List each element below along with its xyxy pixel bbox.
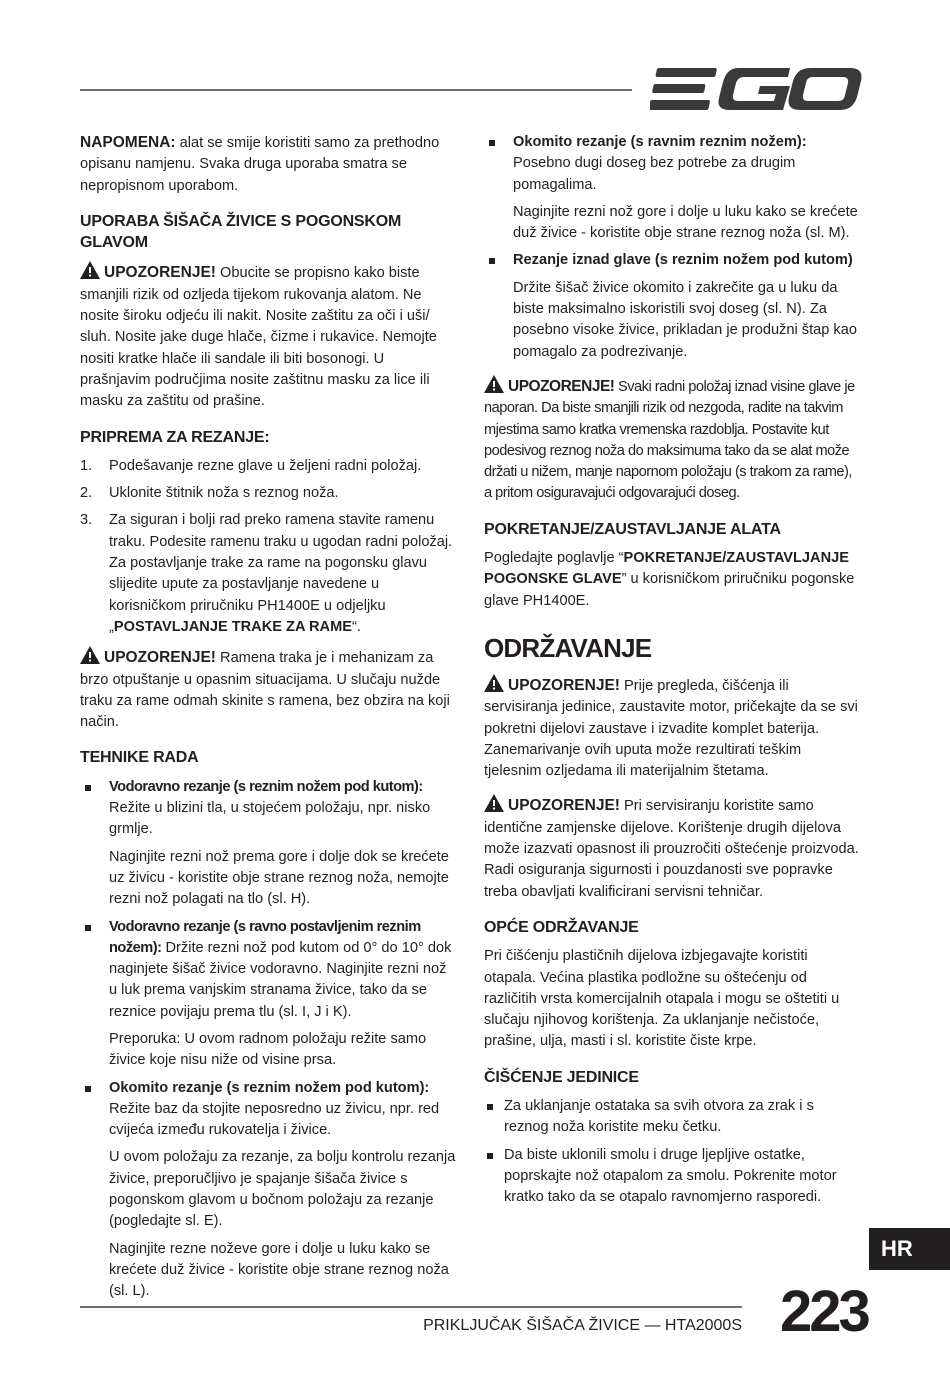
list-item: 2. Uklonite štitnik noža s reznog noža. <box>80 485 339 502</box>
warning-4: UPOZORENJE! Prije pregleda, čišćenja ili servisiranja jedinice, zaustavite motor, pričekajte da se svi pokretni dijelovi zaustave i izvadite komplet baterija. Zanemarivanje ovih uputa može rezultirati teškim tjelesnim ozljedama ili materijalnim štetama. <box>484 674 862 782</box>
footer-rule <box>80 1306 742 1308</box>
bullet-icon <box>489 140 495 146</box>
warning-icon <box>484 674 504 692</box>
techniques-list <box>484 132 862 196</box>
ego-logo <box>650 64 862 114</box>
techniques-list <box>80 1078 458 1142</box>
list-item: Okomito rezanje (s reznim nožem pod kutom): Režite baz da stojite neposredno uz živicu, npr. red cvijeća između rukovatelja i živice. <box>80 1078 458 1142</box>
technique-note: Naginjite rezni nož prema gore i dolje dok se krećete uz živicu - koristite obje strane reznog noža, nemojte rezni nož polagati na tlo (sl. H). <box>109 848 449 908</box>
list-item: Okomito rezanje (s ravnim reznim nožem): Posebno dugi doseg bez potrebe za drugim pomagalima. <box>484 132 862 196</box>
bullet-icon <box>85 1086 91 1092</box>
techniques-list <box>484 250 862 271</box>
footer-title: PRIKLJUČAK ŠIŠAČA ŽIVICE — HTA2000S <box>423 1317 742 1334</box>
note-text: alat se smije koristiti samo za prethodno opisanu namjenu. Svaka druga uporaba smatra se nepropisnom uporabom. <box>80 135 440 194</box>
heading-ciscenje: ČIŠĆENJE JEDINICE <box>484 1068 639 1086</box>
technique-note: Preporuka: U ovom radnom položaju režite samo živice koje nisu niže od visine prsa. <box>109 1030 427 1069</box>
list-item: 3. Za siguran i bolji rad preko ramena stavite ramenu traku. Podesite ramenu traku u ugodan radni položaj. Za postavljanje trake za rame na pogonsku glavu slijedite upute za postavljanje navedene u korisničkom priručniku PH1400E u odjeljku „POSTAVLJANJE TRAKE ZA RAME“. <box>80 512 453 635</box>
list-item: Rezanje iznad glave (s reznim nožem pod kutom) <box>484 250 862 271</box>
right-column <box>484 132 862 1214</box>
header-rule <box>80 89 632 91</box>
heading-odrzavanje: ODRŽAVANJE <box>484 632 652 663</box>
note-label: NAPOMENA: <box>80 134 176 151</box>
note-paragraph <box>80 132 458 197</box>
warning-icon <box>80 646 100 664</box>
technique-note: Držite šišač živice okomito i zakrečite ga u luku da biste maksimalno iskoristili svoj doseg (sl. N). Za posebno visoke živice, prikladan je produžni štap kao pomagalo za podrezivanje. <box>513 279 857 360</box>
list-item: Vodoravno rezanje (s reznim nožem pod kutom): Režite u blizini tla, u stojećem položaju, npr. nisko grmlje. <box>80 777 458 841</box>
bullet-icon <box>489 258 495 264</box>
bullet-icon <box>85 785 91 791</box>
technique-note: U ovom položaju za rezanje, za bolju kontrolu rezanja živice, preporučljivo je spajanje šišača živice s pogonskom glavom u bočnom položaju za rezanje (pogledajte sl. E). <box>109 1149 456 1230</box>
bullet-icon <box>487 1153 493 1159</box>
left-column <box>80 132 458 1309</box>
language-tab: HR <box>869 1228 950 1270</box>
warning-icon <box>484 794 504 812</box>
bullet-icon <box>487 1104 493 1110</box>
cleaning-list <box>484 1096 862 1208</box>
technique-note: Naginjite rezne noževe gore i dolje u luku kako se krećete duž živice - koristite obje strane reznog noža (sl. L). <box>109 1240 449 1300</box>
warning-label: UPOZORENJE! <box>104 264 216 282</box>
warning-5: UPOZORENJE! Pri servisiranju koristite samo identične zamjenske dijelove. Korištenje drugih dijelova može izazvati opasnost ili prouzročiti oštećenje proizvoda. Radi osiguranja sigurnosti i pouzdanosti sve popravke treba obavljati kvalificirani servisni tehničar. <box>484 794 862 902</box>
opce-text: Pri čišćenju plastičnih dijelova izbjegavajte koristiti otapala. Većina plastika podložne su oštećenju od različitih vrsta komercijalnih otapala i mogu se oštetiti u slučaju njihovog korištenja. Za uklanjanje nečistoće, prašine, ulja, masti i sl. koristite čiste krpe. <box>484 948 840 1050</box>
warning-2: UPOZORENJE! Ramena traka je i mehanizam za brzo otpuštanje u opasnim situacijama. U slučaju nužde traku za rame odmah skinite s ramena, bez obzira na koji način. <box>80 646 458 733</box>
warning-3: UPOZORENJE! Svaki radni položaj iznad visine glave je naporan. Da biste smanjili rizik od nezgoda, radite na takvim mjestima samo kratka vremenska razdoblja. Postavite kut podesivog reznog noža do maksimuma tako da se alat može držati u nižem, manje napornom položaju (s trakom za rame), a pritom osiguravajući odgovarajući doseg. <box>484 375 862 505</box>
warning-icon <box>484 375 504 393</box>
list-item: Vodoravno rezanje (s ravno postavljenim reznim nožem): Držite rezni nož pod kutom od 0° do 10° dok naginjete šišač živice vodoravno. Naginjite rezni nož u luk prema vanjskim stranama živice, tako da se reznice povijaju prema tlu (sl. I, J i K). <box>80 917 458 1023</box>
techniques-list <box>80 917 458 1023</box>
pokretanje-text: Pogledajte poglavlje “POKRETANJE/ZAUSTAVLJANJE POGONSKE GLAVE” u korisničkom priručniku pogonske glave PH1400E. <box>484 550 855 609</box>
list-item: Da biste uklonili smolu i druge ljepljive ostatke, poprskajte nož otapalom za smolu. Pokrenite motor kratko tako da se otapalo ravnomjerno rasporedi. <box>484 1145 862 1209</box>
heading-priprema: PRIPREMA ZA REZANJE: <box>80 428 270 446</box>
techniques-list <box>80 777 458 841</box>
heading-opce: OPĆE ODRŽAVANJE <box>484 918 639 936</box>
bullet-icon <box>85 925 91 931</box>
warning-1 <box>80 261 458 412</box>
technique-note: Naginjite rezni nož gore i dolje u luku kako se krećete duž živice - koristite obje strane reznog noža (sl. M). <box>513 203 858 242</box>
heading-pokretanje: POKRETANJE/ZAUSTAVLJANJE ALATA <box>484 520 781 538</box>
list-item: 1. Podešavanje rezne glave u željeni radni položaj. <box>80 457 422 474</box>
list-item: Za uklanjanje ostataka sa svih otvora za zrak i s reznog noža koristite meku četku. <box>484 1096 862 1139</box>
warning-icon <box>80 261 100 279</box>
steps-list <box>80 456 458 638</box>
warning-text: Obucite se propisno kako biste smanjili rizik od ozljeda tijekom rukovanja alatom. Ne nosite široku odjeću ili nakit. Nosite zaštitu za oči i uši/ sluh. Nosite jake duge hlače, čizme i rukavice. Nemojte nositi kratke hlače ili sandale ili biti bosonogi. U prašnjavim područjima nosite zaštitnu masku za lice ili masku za zaštitu od prašine. <box>80 265 437 410</box>
heading-uporaba: UPORABA ŠIŠAČA ŽIVICE S POGONSKOM GLAVOM <box>80 212 402 252</box>
heading-tehnike: TEHNIKE RADA <box>80 749 199 767</box>
page-number: 223 <box>780 1279 868 1344</box>
